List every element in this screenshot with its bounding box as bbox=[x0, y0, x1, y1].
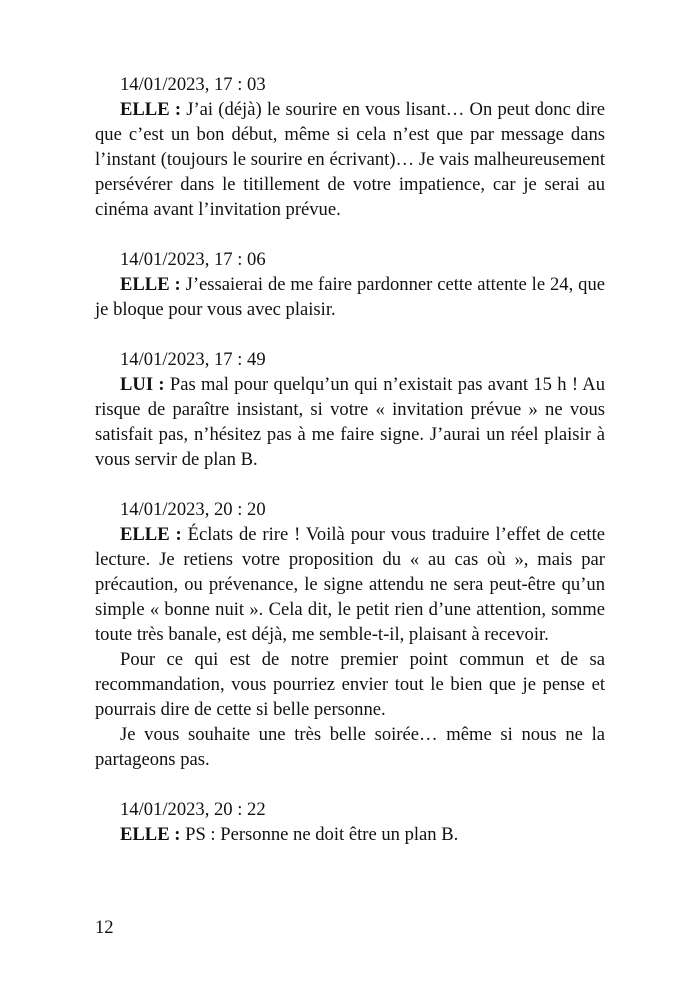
message-entry bbox=[95, 497, 605, 772]
speaker-label: ELLE : bbox=[120, 524, 182, 545]
message-timestamp: 14/01/2023, 17 : 03 bbox=[120, 74, 266, 95]
message-entry bbox=[95, 72, 605, 222]
message-entry bbox=[95, 247, 605, 322]
message-entry bbox=[95, 797, 605, 847]
speaker-label: ELLE : bbox=[120, 99, 182, 120]
message-paragraph bbox=[95, 522, 605, 647]
document-body bbox=[95, 72, 605, 872]
speaker-label: ELLE : bbox=[120, 824, 181, 845]
message-paragraph bbox=[95, 272, 605, 322]
message-timestamp: 14/01/2023, 17 : 49 bbox=[120, 349, 266, 370]
message-timestamp: 14/01/2023, 17 : 06 bbox=[120, 249, 266, 270]
message-paragraph: Pour ce qui est de notre premier point commun et de sa recommandation, vous pourriez envier tout le bien que je pense et pourrais dire de cette si belle personne. bbox=[95, 649, 605, 720]
page-number: 12 bbox=[95, 917, 114, 938]
message-text: Pas mal pour quelqu’un qui n’existait pas avant 15 h ! Au risque de paraître insistant, si votre « invitation prévue » ne vous satisfait pas, n’hésitez pas à me faire signe. J’aurai un réel plaisir à vous servir de plan B. bbox=[95, 374, 606, 470]
message-paragraph bbox=[95, 822, 605, 847]
message-paragraph: Je vous souhaite une très belle soirée… même si nous ne la partageons pas. bbox=[95, 724, 605, 770]
message-paragraph bbox=[95, 372, 605, 472]
message-paragraph bbox=[95, 97, 605, 222]
message-timestamp: 14/01/2023, 20 : 20 bbox=[120, 499, 266, 520]
message-text: J’essaierai de me faire pardonner cette attente le 24, que je bloque pour vous avec plaisir. bbox=[95, 274, 605, 320]
message-timestamp: 14/01/2023, 20 : 22 bbox=[120, 799, 266, 820]
message-text: Éclats de rire ! Voilà pour vous traduire l’effet de cette lecture. Je retiens votre proposition du « au cas où », mais par précaution, ou prévenance, le signe attendu ne sera peut-être qu’un simple « bonne nuit ». Cela dit, le petit rien d’une attention, somme toute très banale, est déjà, me semble-t-il, plaisant à recevoir. bbox=[95, 524, 605, 645]
message-text: PS : Personne ne doit être un plan B. bbox=[180, 824, 459, 845]
message-entry bbox=[95, 347, 605, 472]
speaker-label: LUI : bbox=[120, 374, 165, 395]
message-text: J’ai (déjà) le sourire en vous lisant… On peut donc dire que c’est un bon début, même si cela n’est que par message dans l’instant (toujours le sourire en écrivant)… Je vais malheureusement persévérer dans le titillement de votre impatience, car je serai au cinéma avant l’invitation prévue. bbox=[95, 99, 605, 220]
speaker-label: ELLE : bbox=[120, 274, 181, 295]
